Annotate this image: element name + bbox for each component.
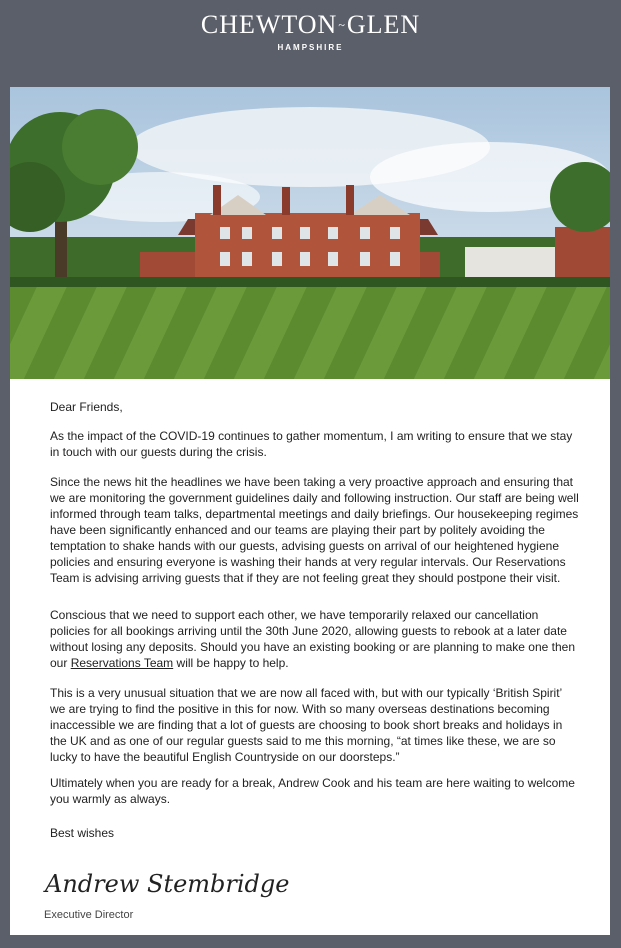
letter-body	[10, 379, 610, 935]
brand-name-part2: GLEN	[346, 10, 421, 39]
letter-greeting: Dear Friends,	[50, 400, 123, 414]
letter-paragraph-4: This is a very unusual situation that we are now all faced with, but with our typically ‘British Spirit’ we are trying to find the positive in this for now. With so many overseas destinations becoming inaccessible we are finding that a lot of guests are choosing to book short breaks and holidays in the UK and as one of our regular guests said to me this morning, “at times like these, we are so lucky to have the beautiful English Countryside on our doorsteps.”	[50, 686, 563, 764]
hotel-photo	[10, 87, 610, 379]
brand-subtitle: HAMPSHIRE	[277, 43, 344, 52]
brand-name-part1: CHEWTON	[200, 10, 338, 39]
letter-paragraph-5: Ultimately when you are ready for a break, Andrew Cook and his team are here waiting to welcome you warmly as always.	[50, 776, 575, 806]
signature-graphic	[43, 864, 303, 904]
brand-swoosh-icon: ~	[338, 18, 346, 32]
letter-paragraph-2: Since the news hit the headlines we have been taking a very proactive approach and ensuring that we are monitoring the government guidelines daily and following instruction. Our staff are being well informed through team talks, departmental meetings and daily briefings. Our housekeeping regimes have been significantly enhanced and our teams are playing their part by politely avoiding the temptation to shake hands with our guests, advising guests on arrival of our heightened hygiene policies and ensuring everyone is washing their hands at very regular intervals. Our Reservations Team is advising arriving guests that if they are not feeling great they should postpone their visit.	[50, 475, 579, 585]
reservations-team-link[interactable]: Reservations Team	[70, 656, 174, 670]
paragraph-3-text-start: Conscious that we need to support each other, we have temporarily relaxed our cancellation policies for all bookings arriving until the 30th June 2020, allowing guests to rebook at a later date without losing any deposits. Should you have an existing booking or are planning to make one then our	[50, 608, 576, 670]
paragraph-3-text-end: will be happy to help.	[173, 656, 289, 670]
brand-logo[interactable]	[0, 10, 621, 40]
signature-text: Andrew Stembridge	[45, 870, 290, 898]
letter-closing: Best wishes	[50, 826, 115, 840]
signature	[43, 864, 303, 904]
hero-image[interactable]	[10, 87, 610, 379]
signature-title: Executive Director	[44, 909, 134, 921]
letter-paragraph-3	[50, 607, 580, 671]
email-header	[0, 0, 621, 87]
letter-paragraph-1: As the impact of the COVID-19 continues to gather momentum, I am writing to ensure that we stay in touch with our guests during the crisis.	[50, 429, 573, 459]
